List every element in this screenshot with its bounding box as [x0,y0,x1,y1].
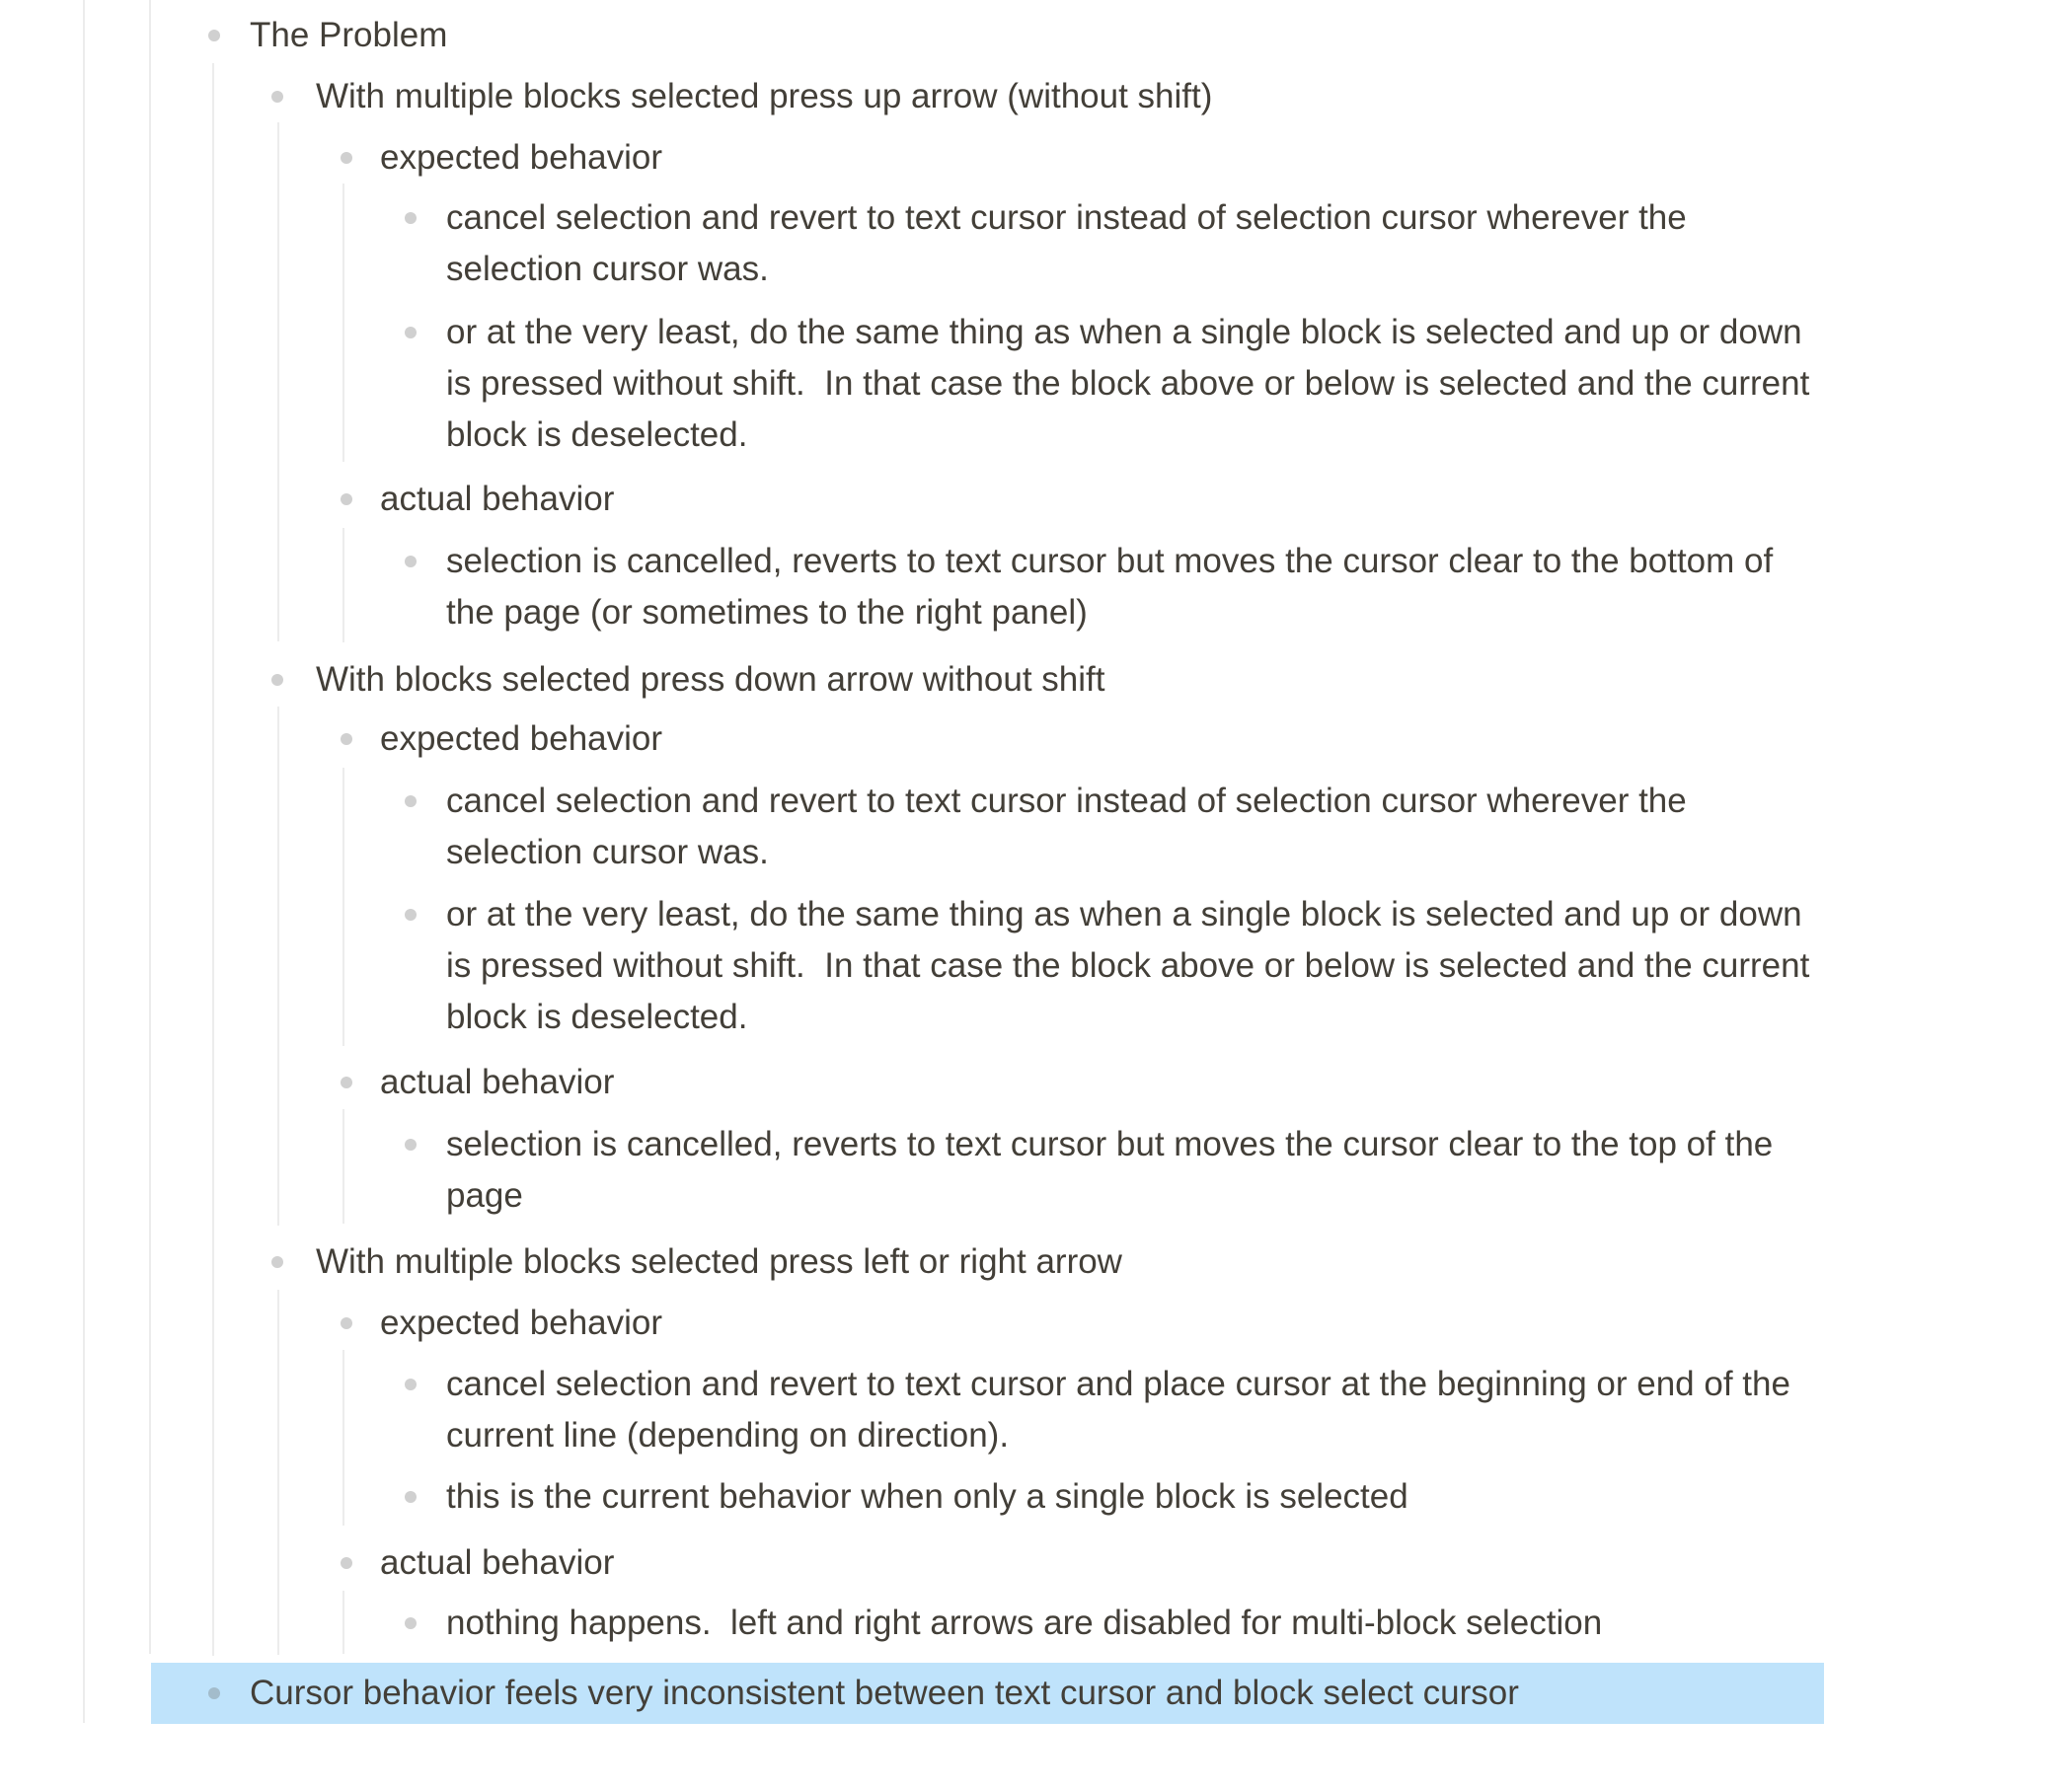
bullet-icon[interactable] [341,1557,352,1569]
guide-line-level3-f [342,1591,344,1654]
block-text[interactable]: expected behavior [380,719,663,758]
bullet-icon[interactable] [208,30,220,41]
guide-line-level2-b [277,707,279,1226]
block-text[interactable]: or at the very least, do the same thing as when a single block is selected and up or down is pressed without shift. In that case the block above or below is selected and the current block is deselected. [446,313,1820,454]
bullet-icon[interactable] [405,1139,417,1151]
guide-line-level3-b [342,528,344,642]
block-text[interactable]: selection is cancelled, reverts to text cursor but moves the cursor clear to the bottom of the page (or sometimes to the right panel) [446,542,1783,632]
block-text[interactable]: The Problem [250,16,448,54]
block-text[interactable]: cancel selection and revert to text cursor instead of selection cursor wherever the selection cursor was. [446,782,1697,871]
guide-line-level2-a [277,122,279,641]
bullet-icon[interactable] [405,327,417,338]
guide-line-root [83,0,85,1723]
bullet-icon[interactable] [271,91,283,103]
bullet-icon[interactable] [341,1077,352,1088]
guide-line-level1 [212,63,214,1656]
guide-line-level3-d [342,1109,344,1224]
bullet-icon[interactable] [341,493,352,505]
bullet-icon[interactable] [208,1687,220,1699]
block-text[interactable]: this is the current behavior when only a single block is selected [446,1477,1408,1516]
block-text[interactable]: selection is cancelled, reverts to text cursor but moves the cursor clear to the top of the page [446,1125,1783,1215]
bullet-icon[interactable] [405,212,417,224]
block-text[interactable]: Cursor behavior feels very inconsistent between text cursor and block select cursor [250,1674,1519,1712]
block-text[interactable]: With multiple blocks selected press left or right arrow [316,1242,1122,1281]
bullet-icon[interactable] [405,909,417,921]
block-text[interactable]: With blocks selected press down arrow without shift [316,660,1105,699]
bullet-icon[interactable] [405,556,417,567]
block-text[interactable]: actual behavior [380,1543,615,1582]
guide-line-level3-c [342,768,344,1046]
bullet-icon[interactable] [341,733,352,745]
block-text[interactable]: With multiple blocks selected press up arrow (without shift) [316,77,1213,115]
bullet-icon[interactable] [405,795,417,807]
guide-line-level0 [149,0,151,1654]
guide-line-level3-a [342,184,344,462]
block-text[interactable]: cancel selection and revert to text cursor instead of selection cursor wherever the selection cursor was. [446,198,1697,288]
block-text[interactable]: expected behavior [380,138,663,177]
bullet-icon[interactable] [341,1317,352,1329]
block-text[interactable]: or at the very least, do the same thing as when a single block is selected and up or down is pressed without shift. In that case the block above or below is selected and the current block is deselected. [446,895,1820,1036]
bullet-icon[interactable] [405,1379,417,1390]
block-text[interactable]: cancel selection and revert to text cursor and place cursor at the beginning or end of the current line (depending on direction). [446,1365,1800,1455]
block-text[interactable]: actual behavior [380,480,615,518]
bullet-icon[interactable] [271,1256,283,1268]
guide-line-level3-e [342,1350,344,1526]
bullet-icon[interactable] [341,152,352,164]
block-text[interactable]: nothing happens. left and right arrows are disabled for multi-block selection [446,1604,1603,1642]
block-text[interactable]: expected behavior [380,1304,663,1342]
bullet-icon[interactable] [405,1491,417,1503]
block-text[interactable]: actual behavior [380,1063,615,1101]
guide-line-level2-c [277,1290,279,1655]
bullet-icon[interactable] [271,674,283,686]
bullet-icon[interactable] [405,1617,417,1629]
